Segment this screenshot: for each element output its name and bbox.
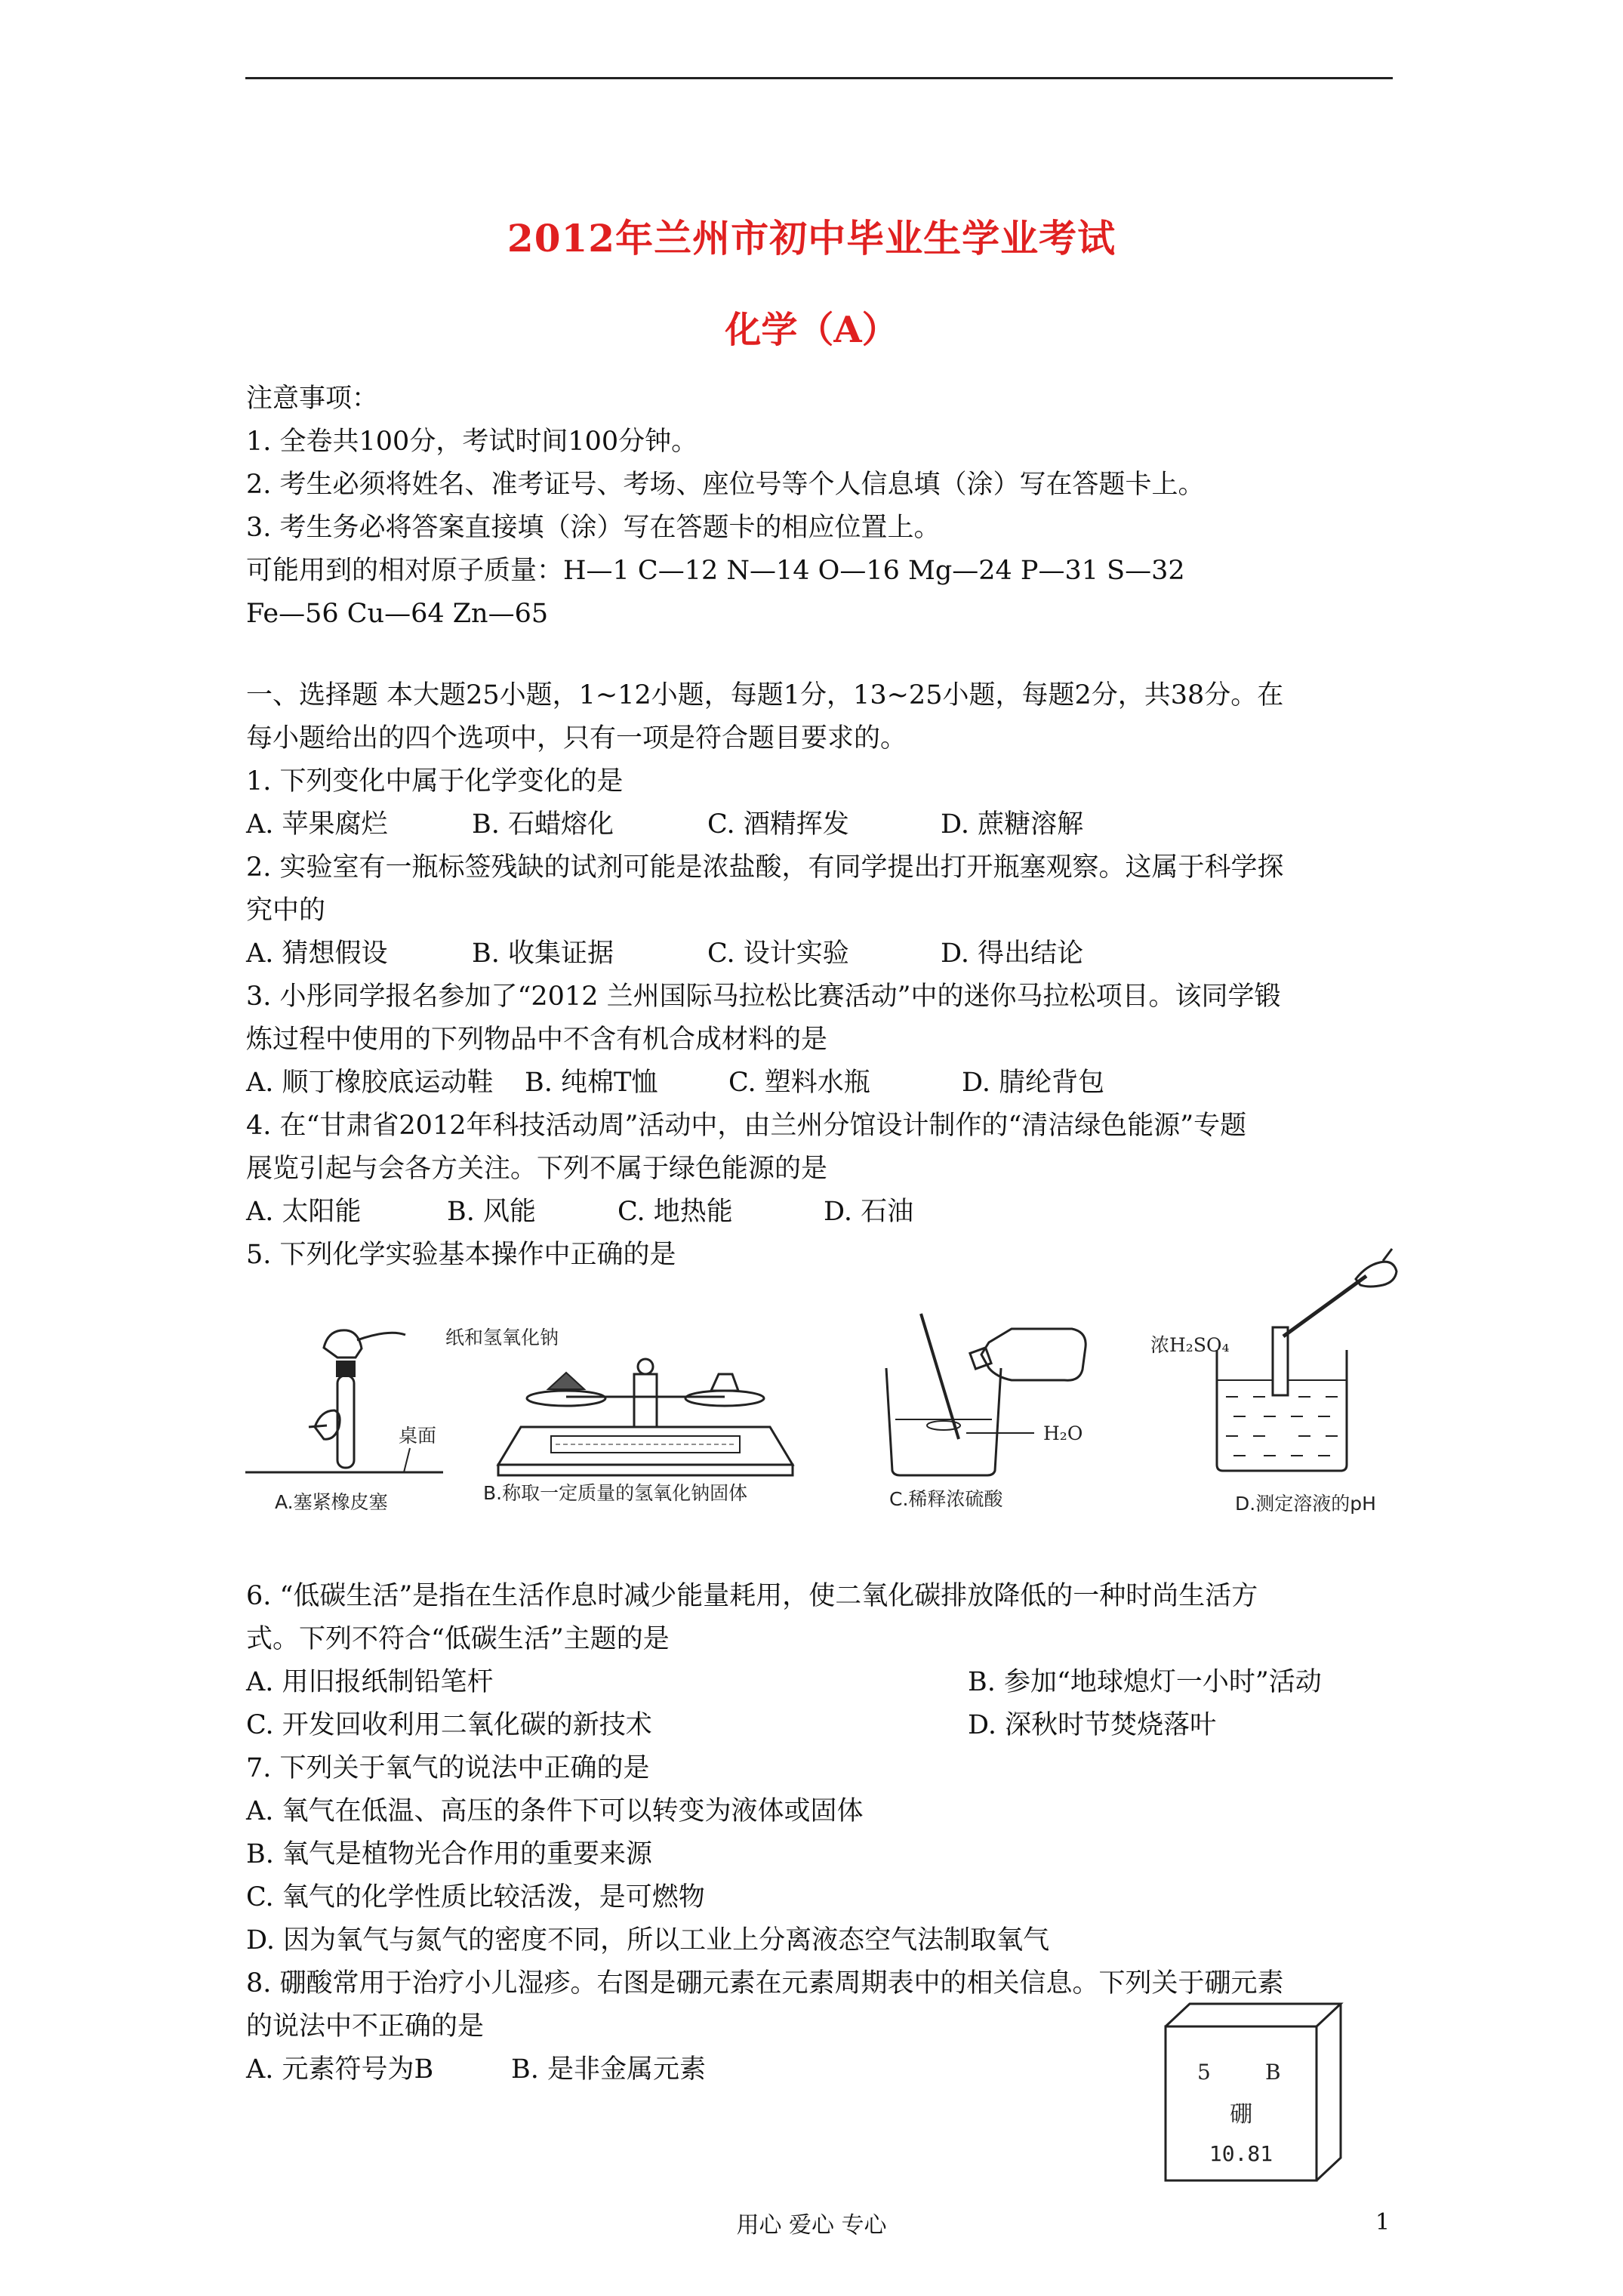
figure-caption: A.塞紧橡皮塞 <box>275 1491 388 1513</box>
option: B. 石蜡熔化 <box>472 809 614 840</box>
option: C. 塑料水瓶 <box>728 1068 870 1098</box>
atomic-mass-line: 可能用到的相对原子质量：H—1 C—12 N—14 O—16 Mg—24 P—31 S—32 <box>246 556 1185 586</box>
question-stem: 究中的 <box>246 895 326 926</box>
question-stem: 炼过程中使用的下列物品中不含有机合成材料的是 <box>246 1025 828 1055</box>
option: D. 深秋时节焚烧落叶 <box>968 1710 1217 1740</box>
element-symbol: B <box>1265 2060 1281 2085</box>
option: D. 因为氧气与氮气的密度不同，所以工业上分离液态空气法制取氧气 <box>246 1925 1050 1955</box>
option: D. 得出结论 <box>941 938 1084 969</box>
question-stem: 式。下列不符合“低碳生活”主题的是 <box>246 1624 670 1654</box>
notice-heading: 注意事项： <box>246 384 379 414</box>
question-stem: 7. 下列关于氧气的说法中正确的是 <box>246 1753 650 1783</box>
option: D. 蔗糖溶解 <box>941 809 1084 840</box>
option: A. 氧气在低温、高压的条件下可以转变为液体或固体 <box>246 1796 864 1826</box>
question-stem: 4. 在“甘肃省2012年科技活动周”活动中，由兰州分馆设计制作的“清洁绿色能源”专题 <box>246 1111 1247 1141</box>
element-name: 硼 <box>1230 2101 1252 2128</box>
element-number: 5 <box>1197 2060 1211 2085</box>
question-stem: 3. 小彤同学报名参加了“2012 兰州国际马拉松比赛活动”中的迷你马拉松项目。该同学锻 <box>246 982 1281 1012</box>
question-stem: 展览引起与会各方关注。下列不属于绿色能源的是 <box>246 1154 828 1184</box>
option: B. 氧气是植物光合作用的重要来源 <box>246 1839 652 1869</box>
question-stem: 1. 下列变化中属于化学变化的是 <box>246 766 624 797</box>
question-stem: 2. 实验室有一瓶标签残缺的试剂可能是浓盐酸，有同学提出打开瓶塞观察。这属于科学探 <box>246 852 1284 883</box>
section-intro: 一、选择题 本大题25小题，1~12小题，每题1分，13~25小题，每题2分，共38分。在 <box>246 680 1284 710</box>
figure-b-balance <box>483 1344 808 1487</box>
option: B. 是非金属元素 <box>511 2054 706 2085</box>
question-stem: 6. “低碳生活”是指在生活作息时减少能量耗用，使二氧化碳排放降低的一种时尚生活方 <box>246 1581 1258 1611</box>
option: B. 收集证据 <box>472 938 614 969</box>
figure-caption: C.稀释浓硫酸 <box>889 1488 1003 1510</box>
option: A. 苹果腐烂 <box>246 809 388 840</box>
option: A. 太阳能 <box>246 1197 362 1227</box>
element-card <box>1160 1999 1348 2188</box>
element-mass: 10.81 <box>1209 2141 1273 2166</box>
label-water: H₂O <box>1043 1422 1083 1444</box>
exam-subtitle: 化学（A） <box>725 309 898 351</box>
figure-c-dilute <box>876 1299 1102 1480</box>
atomic-mass-line: Fe—56 Cu—64 Zn—65 <box>246 599 549 629</box>
figure-a-stopper <box>245 1314 457 1480</box>
option: A. 顺丁橡胶底运动鞋 <box>246 1068 494 1098</box>
page-number: 1 <box>1375 2209 1390 2236</box>
figure-caption: D.测定溶液的pH <box>1235 1493 1376 1515</box>
option: C. 氧气的化学性质比较活泼，是可燃物 <box>246 1882 705 1912</box>
header-rule <box>245 77 1393 79</box>
question-stem: 5. 下列化学实验基本操作中正确的是 <box>246 1240 676 1270</box>
notice-item: 2. 考生必须将姓名、准考证号、考场、座位号等个人信息填（涂）写在答题卡上。 <box>246 470 1205 500</box>
label-desk: 桌面 <box>399 1425 437 1447</box>
option: C. 开发回收利用二氧化碳的新技术 <box>246 1710 652 1740</box>
exam-title: 2012年兰州市初中毕业生学业考试 <box>507 216 1116 260</box>
option: A. 猜想假设 <box>246 938 388 969</box>
option: B. 参加“地球熄灯一小时”活动 <box>968 1667 1322 1697</box>
label-acid: 浓H₂SO₄ <box>1150 1334 1230 1356</box>
footer-text: 用心 爱心 专心 <box>736 2212 887 2239</box>
section-intro: 每小题给出的四个选项中，只有一项是符合题目要求的。 <box>246 723 907 754</box>
label-paper: 纸和氢氧化钠 <box>445 1327 559 1348</box>
option: B. 风能 <box>447 1197 536 1227</box>
option: C. 地热能 <box>617 1197 733 1227</box>
option: B. 纯棉T恤 <box>525 1068 658 1098</box>
notice-item: 1. 全卷共100分，考试时间100分钟。 <box>246 427 698 457</box>
option: D. 腈纶背包 <box>962 1068 1105 1098</box>
option: A. 元素符号为B <box>246 2054 434 2085</box>
option: C. 酒精挥发 <box>707 809 849 840</box>
notice-item: 3. 考生务必将答案直接填（涂）写在答题卡的相应位置上。 <box>246 513 941 543</box>
option: A. 用旧报纸制铅笔杆 <box>246 1667 494 1697</box>
figure-caption: B.称取一定质量的氢氧化钠固体 <box>483 1482 748 1504</box>
question-stem: 8. 硼酸常用于治疗小儿湿疹。右图是硼元素在元素周期表中的相关信息。下列关于硼元素 <box>246 1968 1284 1999</box>
question-stem: 的说法中不正确的是 <box>246 2011 485 2042</box>
figure-d-ph <box>1208 1246 1404 1480</box>
option: C. 设计实验 <box>707 938 849 969</box>
option: D. 石油 <box>824 1197 914 1227</box>
